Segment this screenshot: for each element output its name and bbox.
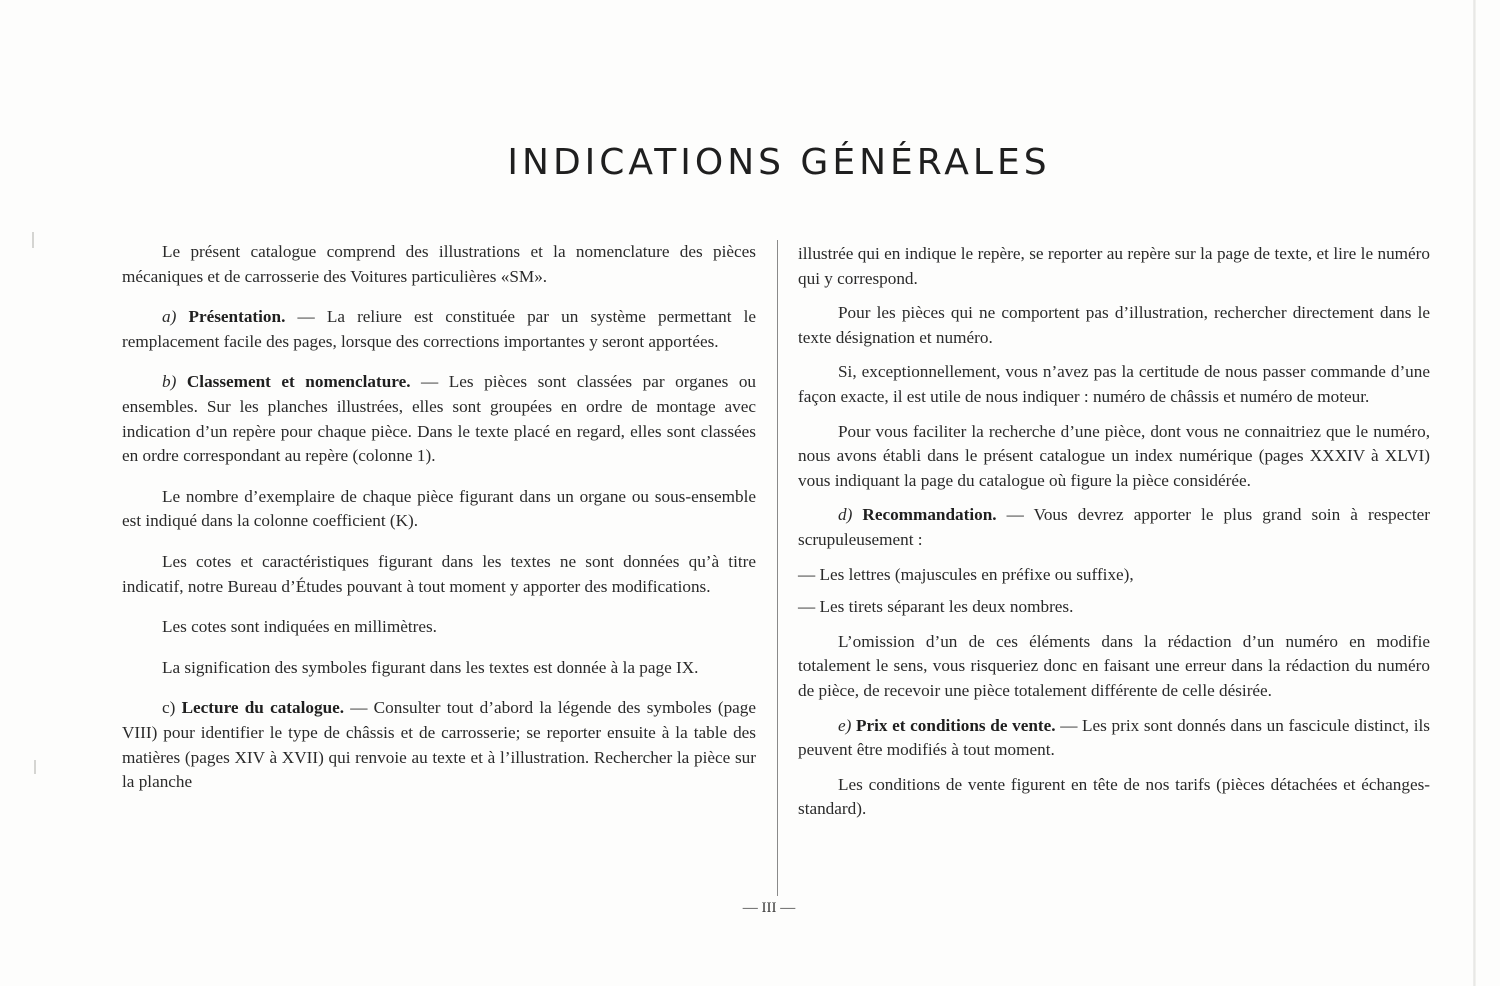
section-d-heading: Recommandation. [862,505,997,525]
section-e-paragraph [798,714,1430,763]
section-a-text: — La reliure est constituée par un système permettant le remplacement facile des pages, lorsque des corrections importantes y seront apportées. [122,307,757,351]
section-c-heading: Lecture du catalogue. [181,698,345,718]
paragraph-exception: Si, exceptionnellement, vous n’avez pas la certitude de nous passer commande d’une façon exacte, il est utile de nous indiquer : numéro de châssis et numéro de moteur. [798,362,1430,406]
section-b-letter: b) [162,372,177,392]
section-a-paragraph [122,305,756,354]
margin-mark [34,760,36,774]
left-column [122,240,756,795]
paragraph-omission: L’omission d’un de ces éléments dans la rédaction d’un numéro en modifie totalement le sens, vous risqueriez donc en faisant une erreur dans la rédaction du numéro de pièce, de recevoir une pièce totalement différente de celle désirée. [798,631,1430,700]
paragraph-conditions: Les conditions de vente figurent en tête de nos tarifs (pièces détachées et échanges-standard). [798,774,1430,819]
paragraph-nombre: Le nombre d’exemplaire de chaque pièce figurant dans un organe ou sous-ensemble est indiqué dans la colonne coefficient (K). [122,486,756,531]
dash-item-lettres: — Les lettres (majuscules en préfixe ou suffixe), [798,564,1134,584]
page-title: INDICATIONS GÉNÉRALES [507,142,1051,183]
section-e-heading: Prix et conditions de vente. [856,715,1056,735]
section-b-heading: Classement et nomenclature. [186,372,411,392]
section-a-letter: a) [162,307,177,327]
section-d-paragraph [798,503,1430,552]
intro-paragraph: Le présent catalogue comprend des illustrations et la nomenclature des pièces mécaniques et de carrosserie des Voitures particulières «SM». [122,242,756,286]
section-d-text: — Vous devrez apporter le plus grand soin à respecter scrupuleusement : [798,505,1430,549]
section-e-letter: e) [838,715,852,735]
right-column [798,242,1430,822]
section-c-text: — Consulter tout d’abord la légende des symboles (page VIII) pour identifier le type de châssis et de carrosserie; se reporter ensuite à la table des matières (pages XIV à XVII) qui renvoie au texte et à l’illustration. Rechercher la pièce sur la planche [122,698,757,792]
continuation-paragraph: illustrée qui en indique le repère, se reporter au repère sur la page de texte, et lire le numéro qui y correspond. [798,244,1430,288]
paragraph-symboles: La signification des symboles figurant dans les textes est donnée à la page IX. [162,657,699,677]
column-divider [777,240,778,896]
paragraph-cotes-millimetres: Les cotes sont indiquées en millimètres. [162,617,437,637]
section-b-text: — Les pièces sont classées par organes ou ensembles. Sur les planches illustrées, elles sont groupées en ordre de montage avec indication d’un repère pour chaque pièce. Dans le texte placé en regard, elles sont classées en ordre correspondant au repère (colonne 1). [122,372,757,466]
section-d-letter: d) [838,505,853,525]
margin-mark [32,232,34,248]
dash-item-tirets: — Les tirets séparant les deux nombres. [798,597,1074,617]
paragraph-faciliter: Pour vous faciliter la recherche d’une pièce, dont vous ne connaitriez que le numéro, nous avons établi dans le présent catalogue un index numérique (pages XXXIV à XLVI) vous indiquant la page du catalogue où figure la pièce considérée. [798,421,1430,490]
section-c-letter: c) [162,698,176,718]
section-b-paragraph [122,370,756,468]
section-e-text: — Les prix sont donnés dans un fascicule distinct, ils peuvent être modifiés à tout moment. [798,715,1430,760]
section-c-paragraph [122,696,756,794]
page-number: — III — [742,900,796,916]
paragraph-cotes-caracteristiques: Les cotes et caractéristiques figurant dans les textes ne sont données qu’à titre indicatif, notre Bureau d’Études pouvant à tout moment y apporter des modifications. [122,551,756,596]
paragraph-sans-illustration: Pour les pièces qui ne comportent pas d’illustration, rechercher directement dans le texte désignation et numéro. [798,303,1430,347]
section-a-heading: Présentation. [188,307,286,327]
